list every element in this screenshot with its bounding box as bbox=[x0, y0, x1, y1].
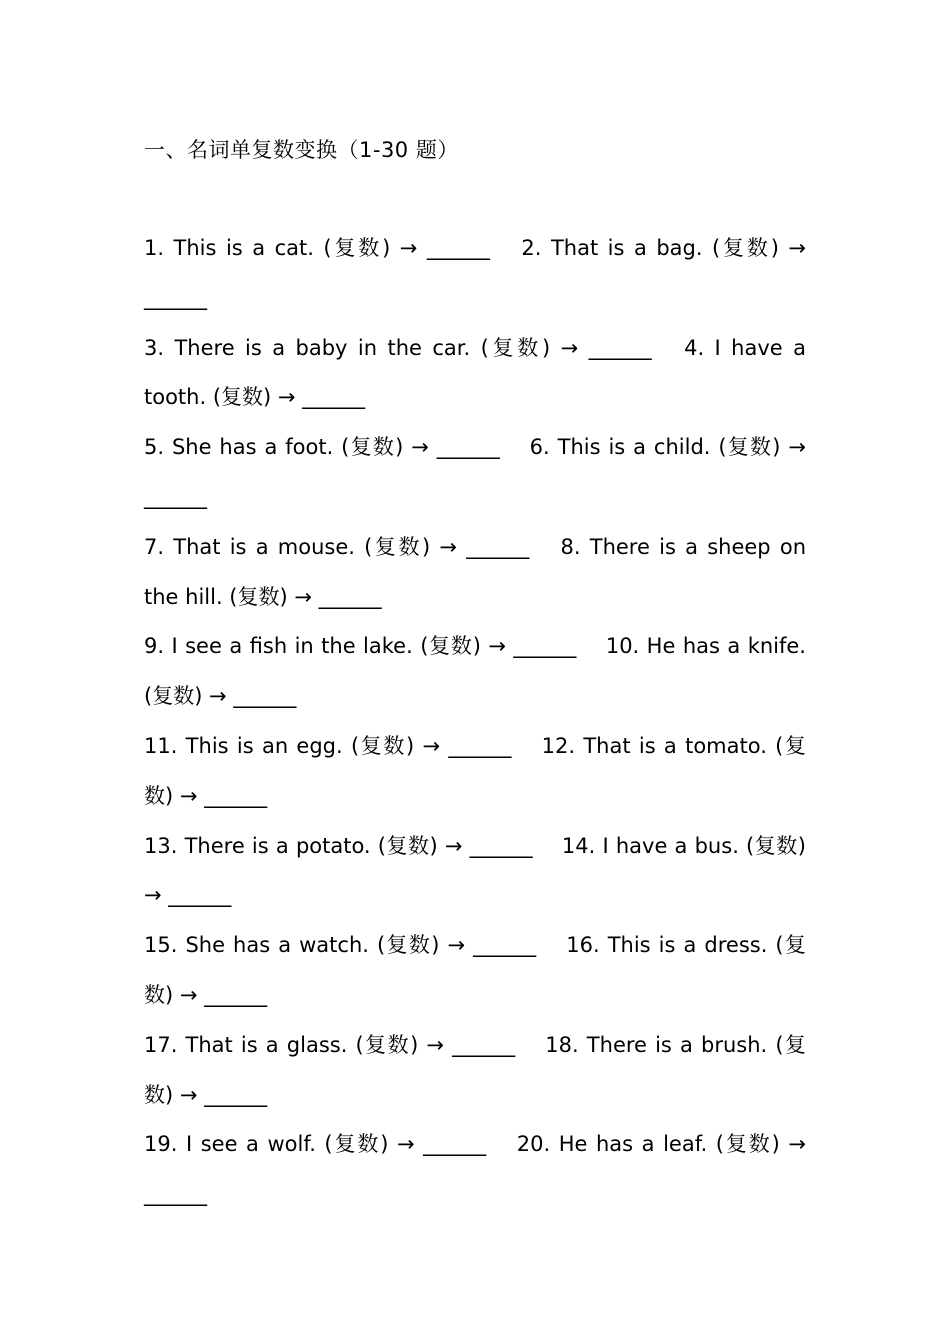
exercise-paragraph bbox=[144, 423, 806, 523]
exercise-item: 8. There is a sheep on the hill. (复数) → ______ bbox=[144, 534, 806, 609]
exercise-paragraph bbox=[144, 1120, 806, 1220]
exercise-item: 2. That is a bag. (复数) → ______ bbox=[144, 236, 806, 310]
exercise-item: 12. That is a tomato. (复数) → ______ bbox=[144, 733, 806, 808]
exercise-item: 7. That is a mouse. (复数) → ______ bbox=[144, 534, 530, 559]
exercise-paragraph bbox=[144, 622, 806, 722]
exercise-paragraph bbox=[144, 822, 806, 922]
exercise-item: 17. That is a glass. (复数) → ______ bbox=[144, 1032, 516, 1057]
exercise-item: 11. This is an egg. (复数) → ______ bbox=[144, 733, 512, 758]
exercise-item: 16. This is a dress. (复数) → ______ bbox=[144, 933, 806, 1007]
exercise-paragraph bbox=[144, 324, 806, 424]
exercise-item: 13. There is a potato. (复数) → ______ bbox=[144, 833, 533, 858]
exercise-paragraph bbox=[144, 921, 806, 1021]
exercise-item: 15. She has a watch. (复数) → ______ bbox=[144, 933, 537, 958]
exercise-item: 3. There is a baby in the car. (复数) → ______ bbox=[144, 335, 652, 360]
exercise-list bbox=[144, 224, 806, 1220]
exercise-item: 10. He has a knife. (复数) → ______ bbox=[144, 634, 806, 709]
exercise-item: 5. She has a foot. (复数) → ______ bbox=[144, 435, 500, 460]
exercise-item: 6. This is a child. (复数) → ______ bbox=[144, 435, 806, 509]
exercise-item: 19. I see a wolf. (复数) → ______ bbox=[144, 1132, 487, 1157]
exercise-paragraph bbox=[144, 224, 806, 324]
exercise-paragraph bbox=[144, 523, 806, 623]
exercise-item: 4. I have a tooth. (复数) → ______ bbox=[144, 335, 806, 410]
exercise-paragraph bbox=[144, 1021, 806, 1121]
section-heading: 一、名词单复数变换（1-30 题） bbox=[144, 138, 459, 162]
exercise-item: 14. I have a bus. (复数) → ______ bbox=[144, 833, 806, 908]
exercise-item: 20. He has a leaf. (复数) → ______ bbox=[144, 1132, 806, 1207]
exercise-item: 1. This is a cat. (复数) → ______ bbox=[144, 236, 490, 260]
exercise-item: 18. There is a brush. (复数) → ______ bbox=[144, 1032, 806, 1107]
exercise-paragraph bbox=[144, 722, 806, 822]
exercise-item: 9. I see a fish in the lake. (复数) → ______ bbox=[144, 634, 577, 659]
